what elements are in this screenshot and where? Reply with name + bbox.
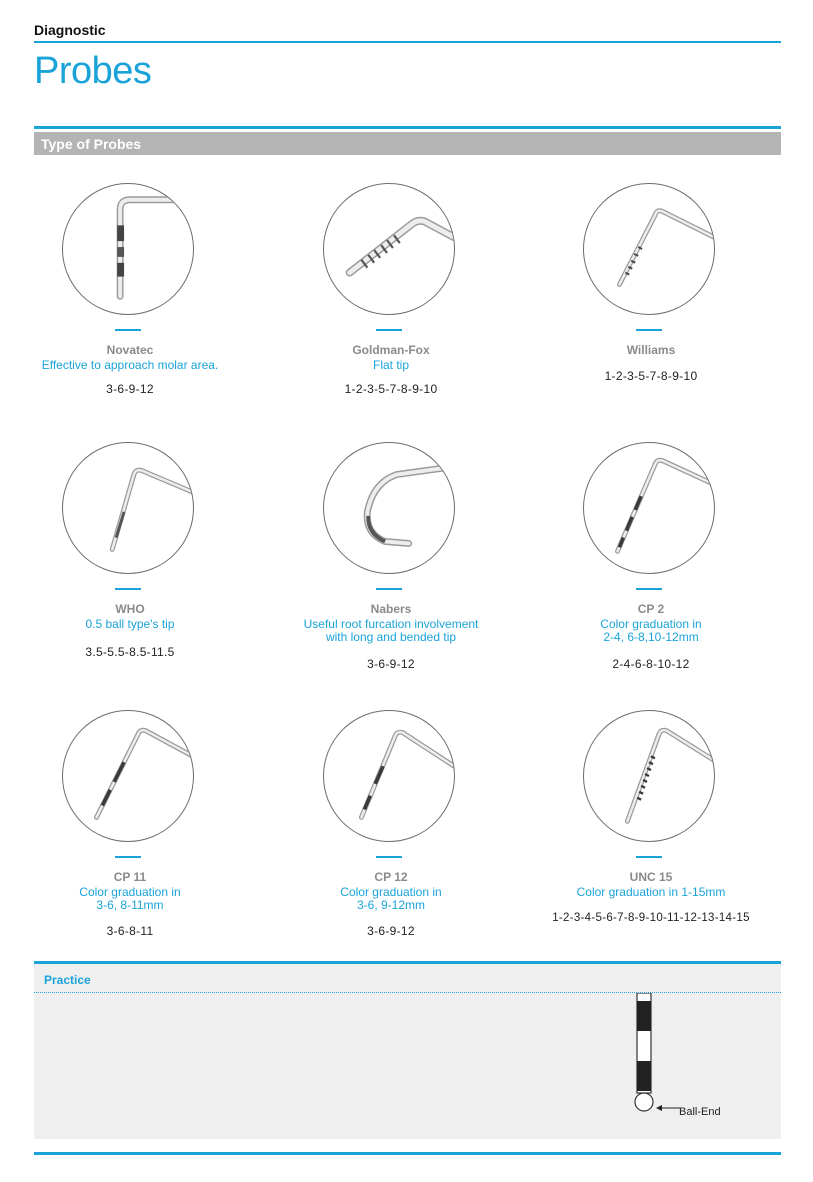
probe-marks: 2-4-6-8-10-12 (612, 657, 690, 671)
probe-image-cp2 (583, 442, 715, 574)
practice-label: Practice (44, 973, 91, 987)
probe-dash (115, 856, 141, 858)
probe-image-unc15 (583, 710, 715, 842)
probe-name: Nabers (370, 602, 412, 616)
probe-dash (115, 588, 141, 590)
probe-image-cp12 (323, 710, 455, 842)
probe-name: Goldman-Fox (352, 343, 430, 357)
probe-desc-2: 3-6, 9-12mm (356, 898, 426, 912)
probe-desc: 0.5 ball type's tip (85, 617, 175, 631)
header-rule (34, 41, 781, 43)
probe-image-who (62, 442, 194, 574)
probe-name: UNC 15 (629, 870, 673, 884)
probe-dash (376, 856, 402, 858)
probe-marks: 1-2-3-5-7-8-9-10 (344, 382, 438, 396)
probe-marks: 1-2-3-4-5-6-7-8-9-10-11-12-13-14-15 (552, 912, 750, 924)
probe-image-cp11 (62, 710, 194, 842)
probe-name: CP 2 (637, 602, 665, 616)
practice-section (34, 961, 781, 1139)
probe-desc-2: 3-6, 8-11mm (96, 898, 164, 912)
ball-end-probe-diagram (630, 993, 682, 1123)
probe-name: Novatec (106, 343, 154, 357)
probe-marks: 3-6-9-12 (367, 657, 415, 671)
probe-desc: Flat tip (372, 358, 409, 372)
probe-image-williams (583, 183, 715, 315)
probe-desc-2: with long and bended tip (325, 630, 457, 644)
probe-desc: Useful root furcation involvement (303, 617, 479, 631)
probe-desc-2: 2-4, 6-8,10-12mm (603, 630, 699, 644)
probe-desc: Color graduation in (600, 617, 702, 631)
probe-marks: 3-6-9-12 (106, 382, 154, 396)
probe-marks: 3-6-8-11 (106, 924, 154, 938)
probe-image-novatec (62, 183, 194, 315)
probe-name: CP 11 (113, 870, 147, 884)
type-bar-label: Type of Probes (41, 136, 142, 152)
probe-image-nabers (323, 442, 455, 574)
section-tag: Diagnostic (34, 22, 106, 38)
probe-marks: 3.5-5.5-8.5-11.5 (85, 645, 175, 659)
ball-end-label: Ball-End (679, 1106, 721, 1118)
probe-dash (115, 329, 141, 331)
probe-dash (636, 856, 662, 858)
probe-image-goldman-fox (323, 183, 455, 315)
probe-dash (376, 588, 402, 590)
probe-desc: Color graduation in 1-15mm (576, 885, 726, 899)
probe-dash (376, 329, 402, 331)
page-title: Probes (34, 50, 152, 92)
probe-dash (636, 329, 662, 331)
probe-name: CP 12 (374, 870, 408, 884)
probe-name: WHO (115, 602, 145, 616)
probe-marks: 3-6-9-12 (367, 924, 415, 938)
probe-dash (636, 588, 662, 590)
probe-desc: Color graduation in (340, 885, 442, 899)
probe-marks: 1-2-3-5-7-8-9-10 (604, 369, 698, 383)
probe-desc: Color graduation in (79, 885, 181, 899)
type-rule (34, 126, 781, 129)
type-bar (34, 132, 781, 155)
footer-rule (34, 1152, 781, 1155)
probe-desc: Effective to approach molar area. (41, 358, 219, 372)
probe-name: Williams (626, 343, 676, 357)
practice-rule (34, 961, 781, 964)
